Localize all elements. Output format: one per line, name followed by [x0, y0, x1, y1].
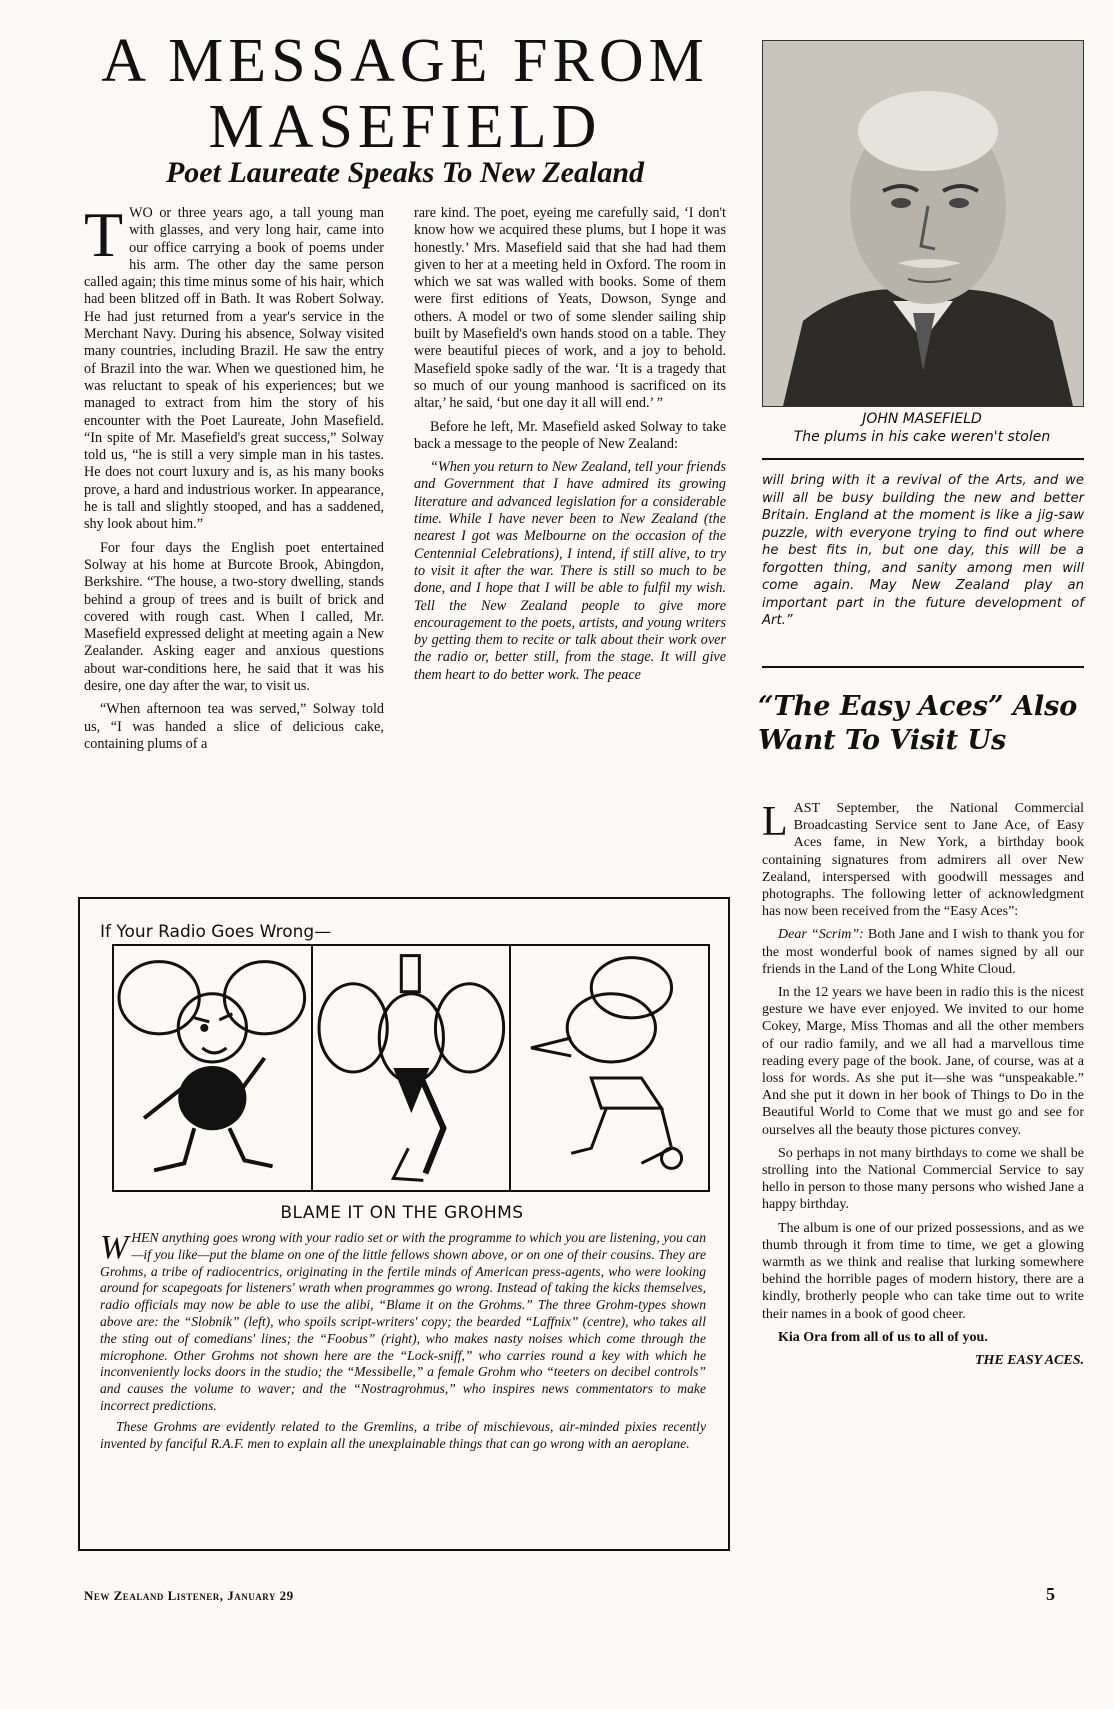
- aces-paragraph: Dear “Scrim”: Both Jane and I wish to thank you for the most wonderful book of names signed by all our friends in the Land of the Long White Cloud.: [762, 927, 1085, 977]
- salutation: Dear “Scrim”:: [778, 927, 864, 943]
- cartoon-text: [100, 1230, 706, 1456]
- laffnix-drawing: [313, 946, 510, 1190]
- footer-masthead: New Zealand Listener, January 29: [84, 1588, 294, 1603]
- masefield-photo: [762, 40, 1084, 407]
- aces-signature: THE EASY ACES.: [974, 1353, 1084, 1369]
- article-paragraph: rare kind. The poet, eyeing me carefully said, ‘I don't know how we acquired these plums, but I hope it was honestly.’ Mrs. Masefield said that she had had them given to her at a meeting held in Oxford. The room in which we sat was walled with books. Some of them were first editions of Yeats, Dowson, Synge and others. A model or two of some slender sailing ship built by Masefield's own hands stood on a table. They were beautiful pieces of work, and a joy to behold. Masefield spoke sadly of the war. ‘It is a tragedy that so much of our young manhood is sacrificed on its altar,’ he said, ‘but one day it all will end.’ ”: [414, 205, 726, 412]
- foobus-drawing: [511, 946, 708, 1190]
- cartoon-headline: BLAME IT ON THE GROHMS: [280, 1203, 524, 1223]
- panel-slobnik: [114, 946, 313, 1190]
- aces-article: [762, 800, 1084, 1369]
- aces-paragraph: LAST September, the National Commercial Broadcasting Service sent to Jane Ace, of Easy Aces fame, in New York, a birthday book containing signatures from admirers all over New Zealand, interspersed with goodwill messages and photographs. The following letter of acknowledgment has now been received from the “Easy Aces”:: [762, 799, 1084, 920]
- article-paragraph: “When afternoon tea was served,” Solway told us, “I was handed a slice of delicious cake, containing plums of a: [84, 701, 384, 752]
- deck: Poet Laureate Speaks To New Zealand: [165, 156, 645, 189]
- aces-paragraph: So perhaps in not many birthdays to come we shall be strolling into the National Commercial Service to say hello in person to those many persons who wished Jane a happy birthday.: [762, 1145, 1084, 1213]
- divider: [762, 458, 1084, 460]
- cartoon-paragraph: These Grohms are evidently related to the Gremlins, a tribe of mischievous, air-minded pixies recently invented by fanciful R.A.F. men to explain all the unexplainable things that can go wrong with an aeroplane.: [100, 1418, 706, 1451]
- slobnik-drawing: [114, 946, 311, 1190]
- page-number: 5: [1046, 1584, 1055, 1604]
- dropcap: T: [84, 199, 124, 270]
- masefield-message: “When you return to New Zealand, tell your friends and Government that I have admired its growing literature and advanced legislation for a considerable time. While I have never been to New Zealand (the nearest I got was Melbourne on the occasion of the Centennial Celebrations), I intend, if still alive, to try to visit it after the war. There is still so much to be done, and I hope that I will be able to fulfil my wish. Tell the New Zealand people to give more encouragement to the poets, artists, and young writers by getting them to recite or talk about their work over the radio or, better still, from the stage. It will give them heart to do better work. The peace: [414, 459, 726, 683]
- cartoon-title: If Your Radio Goes Wrong—: [100, 922, 332, 942]
- article-paragraph: Before he left, Mr. Masefield asked Solway to take back a message to the people of New Zealand:: [414, 418, 726, 452]
- aces-paragraph: In the 12 years we have been in radio this is the nicest gesture we have ever enjoyed. We invited to our home Cokey, Marge, Miss Thomas and all the other members of our radio family, and we all had a marvellous time reading every page of the book. Jane, of course, was at a loss for words. As she put it—she was “unspeakable.” And she put it down in her book of Things to Do in the Beautiful World to Come that we must go and see for ourselves all the beauty those pictures convey.: [762, 985, 1084, 1138]
- cartoon-panels: [112, 944, 710, 1192]
- masefield-message-continued: will bring with it a revival of the Arts, and we will all be busy building the new and better Britain. England at the moment is like a jig-saw puzzle, with everyone trying to find out where he best fits in, but one day, this will be a forgotten thing, and sanity among men will come again. May New Zealand play an important part in the future development of Art.”: [762, 473, 1084, 628]
- cartoon-paragraph: WHEN anything goes wrong with your radio set or with the programme to which you are listening, you can—if you like—put the blame on one of the little fellows shown above, or on one of their cousins. They are Grohms, a tribe of radiocentrics, originating in the fertile minds of American press-agents, who were looking around for scapegoats for listeners' wrath when programmes go wrong. Instead of taking the kicks themselves, radio officials may now be able to use the alibi, “Blame it on the Grohms.” The three Grohm-types shown above are: the “Slobnik” (left), who spoils script-writers' copy; the bearded “Laffnix” (centre), who takes all the sting out of comedians' lines; the “Foobus” (right), who makes nasty noises which come through the microphone. Other Grohms not shown here are the “Lock-sniff,” who carries round a key with which he inconveniently locks doors in the studio; the “Messibelle,” a female Grohm who “teeters on decibel controls” and causes the volume to waver; and the “Nostragrohmus,” who inspires news commentators to make incorrect predictions.: [100, 1229, 706, 1413]
- aces-headline: “The Easy Aces” Also Want To Visit Us: [758, 691, 1078, 756]
- photo-caption: [762, 410, 1082, 446]
- dropcap: W: [100, 1229, 129, 1266]
- article-column-2: [414, 205, 726, 690]
- panel-foobus: [511, 946, 708, 1190]
- article-paragraph: For four days the English poet entertained Solway at his home at Burcote Brook, Abingdon, Berkshire. “The house, a two-story dwelling, stands behind a group of trees and is built of brick and covered with rough cast. When I called, Mr. Masefield expressed delight at meeting again a New Zealander. Asking eager and anxious questions about war-conditions here, he said that it was his desire, one day after the war, to visit us.: [84, 539, 384, 695]
- aces-sign-off: Kia Ora from all of us to all of you.: [778, 1329, 988, 1345]
- article-paragraph: TWO or three years ago, a tall young man with glasses, and very long hair, came into our office carrying a book of poems under his arm. The other day the same person called again; this time minus some of his hair, which had been blitzed off in Bath. It was Robert Solway. He had just returned from a year's service in the Merchant Navy. During his absence, Solway visited many countries, including Brazil. He saw the entry of Brazil into the war. When we questioned him, he was reluctant to speak of his experiences; but we managed to extract from him the story of his encounter with the Poet Laureate, John Masefield. “In spite of Mr. Masefield's great success,” Solway told us, “he is still a very simple man in his tastes. He does not court luxury and is, as his many books prove, a hard and industrious worker. In appearance, he is tall and slightly stooped, and has a saddened, shy look about him.”: [84, 199, 384, 533]
- dropcap: L: [762, 799, 788, 845]
- caption-name: JOHN MASEFIELD: [862, 411, 982, 427]
- portrait-illustration: [763, 41, 1083, 406]
- divider: [762, 666, 1084, 668]
- aces-paragraph: The album is one of our prized possessions, and as we thumb through it from time to time, we get a glowing warmth as we think and realise that lurking somewhere behind the horrible pages of modern history, there are a kindly, brotherly people who can take time out to write their names in a book of good cheer.: [762, 1220, 1084, 1322]
- article-column-1: [84, 199, 384, 759]
- panel-laffnix: [313, 946, 512, 1190]
- caption-text: The plums in his cake weren't stolen: [793, 429, 1051, 445]
- headline: A MESSAGE FROM MASEFIELD: [101, 27, 709, 161]
